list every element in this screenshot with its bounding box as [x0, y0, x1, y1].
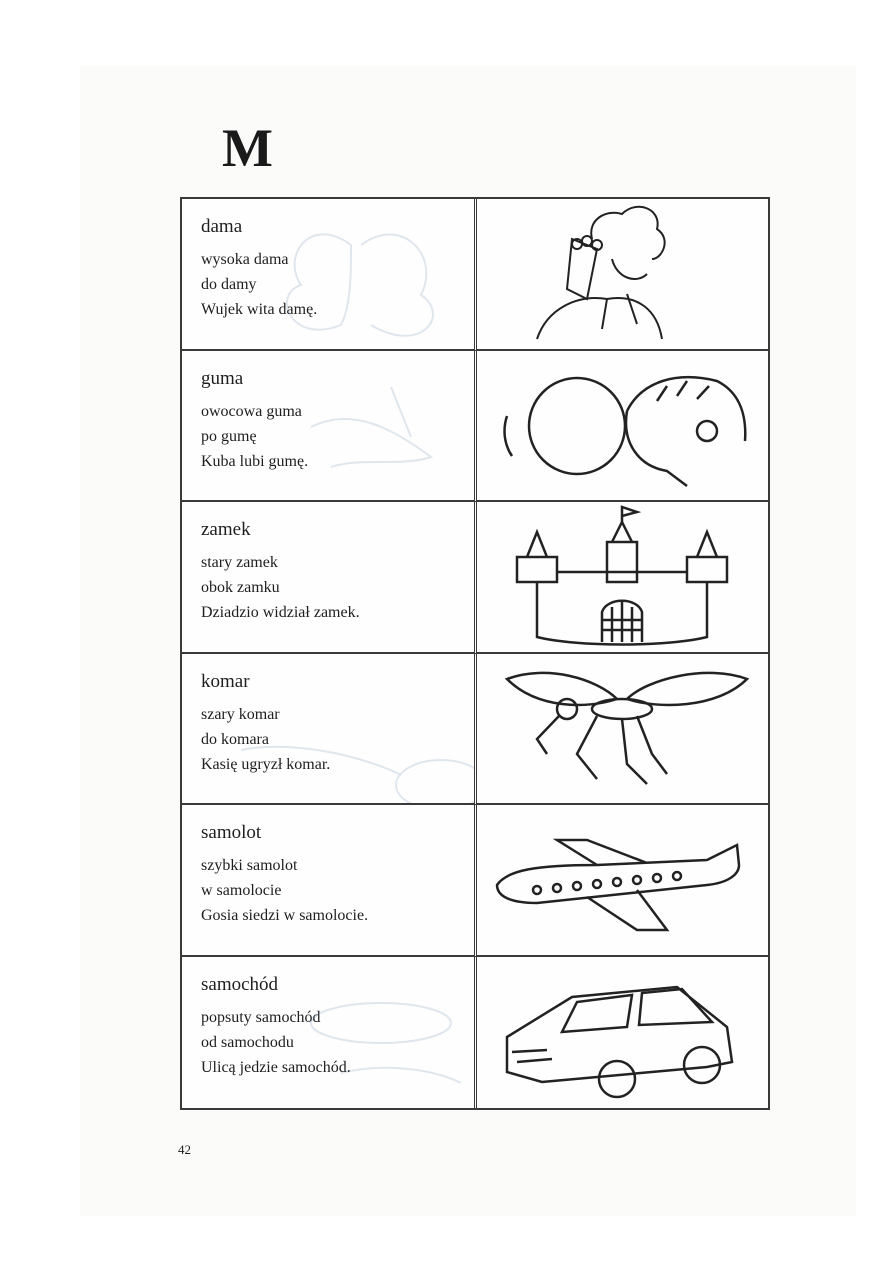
text-cell-samochod: [182, 957, 477, 1109]
text-cell-dama: [182, 199, 477, 351]
boy-blowing-bubble-gum-illustration: [477, 351, 767, 501]
vocabulary-table: [180, 197, 770, 1110]
phrase-line: stary zamek: [201, 554, 278, 571]
faded-bird-background: [201, 367, 477, 503]
faded-butterfly-background: [201, 215, 477, 351]
faded-pan-background: [201, 670, 477, 806]
word-title: samochód: [201, 973, 279, 995]
phrase-line: wysoka dama: [201, 251, 289, 268]
phrase-line: Kasię ugryzł komar.: [201, 755, 331, 773]
picture-cell-samochod: [477, 957, 768, 1109]
word-title: guma: [201, 367, 244, 389]
picture-cell-komar: [477, 654, 768, 806]
phrase-line: owocowa guma: [201, 402, 302, 420]
phrase-line: Wujek wita damę.: [201, 301, 318, 318]
word-title: samolot: [201, 822, 262, 843]
phrase-line: szary komar: [201, 705, 280, 723]
phrase-line: Kuba lubi gumę.: [201, 452, 309, 470]
page-number: 42: [178, 1142, 191, 1157]
phrase-line: do komara: [201, 730, 269, 748]
letter-heading: M: [222, 118, 273, 178]
word-title: komar: [201, 670, 250, 692]
airplane-illustration: [477, 805, 767, 955]
phrase-line: od samochodu: [201, 1033, 294, 1051]
word-title: zamek: [201, 519, 251, 540]
phrase-line: Dziadzio widział zamek.: [201, 604, 360, 621]
text-cell-samolot: [182, 805, 477, 957]
picture-cell-guma: [477, 351, 768, 503]
phrase-line: po gumę: [201, 427, 257, 445]
phrase-line: Ulicą jedzie samochód.: [201, 1058, 351, 1076]
faded-sign-background: [201, 973, 477, 1109]
car-illustration: [477, 957, 767, 1107]
text-cell-zamek: [182, 502, 477, 654]
text-cell-komar: [182, 654, 477, 806]
phrase-line: popsuty samochód: [201, 1008, 321, 1026]
picture-cell-samolot: [477, 805, 768, 957]
phrase-line: obok zamku: [201, 579, 280, 596]
lady-with-fan-illustration: [477, 199, 767, 349]
phrase-line: szybki samolot: [201, 857, 298, 874]
word-title: dama: [201, 216, 243, 237]
phrase-line: do damy: [201, 276, 257, 293]
mosquito-illustration: [477, 654, 767, 804]
phrase-line: Gosia siedzi w samolocie.: [201, 907, 369, 924]
picture-cell-dama: [477, 199, 768, 351]
phrase-line: w samolocie: [201, 882, 282, 899]
castle-illustration: [477, 502, 767, 652]
picture-cell-zamek: [477, 502, 768, 654]
text-cell-guma: [182, 351, 477, 503]
